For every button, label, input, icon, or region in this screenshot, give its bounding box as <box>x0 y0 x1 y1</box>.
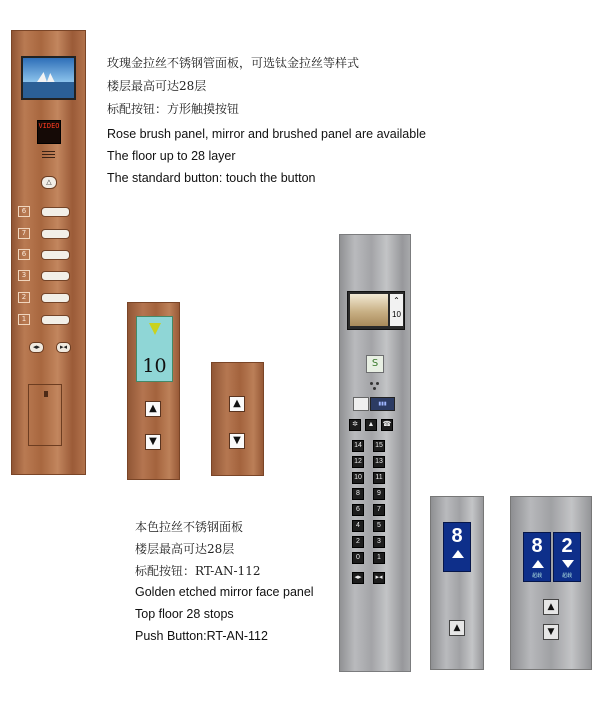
door-close-button[interactable]: ▸◂ <box>373 572 385 584</box>
top-en-line1: Rose brush panel, mirror and brushed panel are available <box>107 127 426 141</box>
floor-indicator: VIDEO <box>37 120 61 144</box>
up-call-button[interactable]: ▲ <box>229 396 245 412</box>
speaker-grille <box>42 151 55 160</box>
lcd-screen <box>347 291 405 330</box>
rose-hall-panel <box>211 362 264 476</box>
lcd-floor-number: ⌃ 10 <box>390 294 403 326</box>
floor-display <box>136 316 173 382</box>
top-cn-line1: 玫瑰金拉丝不锈钢管面板，可选钛金拉丝等样式 <box>107 56 360 70</box>
floor-button[interactable] <box>41 293 70 303</box>
keypad[interactable]: ▮▮▮ <box>370 397 395 411</box>
rose-gold-panel <box>11 30 86 475</box>
top-cn-line3: 标配按钮：方形触摸按钮 <box>107 102 240 116</box>
floor-button[interactable]: 0 <box>352 552 364 564</box>
lcd-screen <box>21 56 76 100</box>
floor-button[interactable] <box>41 250 70 260</box>
hall-floor-display-right <box>553 532 581 582</box>
floor-number-label: 6 <box>18 206 30 217</box>
floor-button[interactable] <box>41 229 70 239</box>
door-open-button[interactable]: ◂▸ <box>352 572 364 584</box>
floor-button[interactable]: 5 <box>373 520 385 532</box>
alarm-bell-icon[interactable]: ▲ <box>365 419 377 431</box>
floor-number-label: 7 <box>18 228 30 239</box>
up-call-button[interactable]: ▲ <box>449 620 465 636</box>
door-close-button[interactable]: ▸◂ <box>56 342 71 353</box>
silver-panel <box>339 234 411 672</box>
floor-number-label: 3 <box>18 270 30 281</box>
hall-floor-number: 8 <box>531 535 543 557</box>
bottom-cn-line3: 标配按钮：RT-AN-112 <box>135 564 261 578</box>
floor-button[interactable]: 6 <box>352 504 364 516</box>
floor-button[interactable] <box>41 271 70 281</box>
down-call-button[interactable]: ▼ <box>145 434 161 450</box>
up-arrow-icon <box>532 560 544 568</box>
down-call-button[interactable]: ▼ <box>229 433 245 449</box>
direction-arrow-icon <box>149 323 161 335</box>
floor-button[interactable]: 11 <box>373 472 385 484</box>
speaker-icon <box>370 382 380 392</box>
bottom-cn-line2: 楼层最高可达28层 <box>135 542 235 556</box>
phone-icon[interactable]: ☎ <box>381 419 393 431</box>
up-call-button[interactable]: ▲ <box>543 599 559 615</box>
floor-number-label: 2 <box>18 292 30 303</box>
top-en-line2: The floor up to 28 layer <box>107 149 236 163</box>
up-arrow-icon <box>452 550 464 558</box>
alarm-button[interactable]: △ <box>41 176 57 189</box>
up-arrow-icon: ⌃ <box>393 296 400 305</box>
fan-icon[interactable]: ✲ <box>349 419 361 431</box>
floor-button[interactable]: 10 <box>352 472 364 484</box>
bottom-en-line1: Golden etched mirror face panel <box>135 585 314 599</box>
floor-button[interactable] <box>41 207 70 217</box>
hall-floor-number: 8 <box>451 525 463 547</box>
floor-button[interactable]: 4 <box>352 520 364 532</box>
floor-button[interactable]: 15 <box>373 440 385 452</box>
hall-floor-display <box>443 522 471 572</box>
floor-button[interactable]: 9 <box>373 488 385 500</box>
card-reader[interactable] <box>353 397 369 411</box>
service-cabinet[interactable] <box>28 384 62 446</box>
hall-floor-display-left <box>523 532 551 582</box>
floor-button[interactable]: 2 <box>352 536 364 548</box>
floor-button[interactable]: 13 <box>373 456 385 468</box>
silver-hall-panel-single <box>430 496 484 670</box>
bottom-en-line2: Top floor 28 stops <box>135 607 234 621</box>
door-open-button[interactable]: ◂▸ <box>29 342 44 353</box>
floor-number-label: 1 <box>18 314 30 325</box>
floor-button[interactable]: 12 <box>352 456 364 468</box>
bottom-en-line3: Push Button:RT-AN-112 <box>135 629 268 643</box>
brand-logo: S <box>366 355 384 373</box>
up-call-button[interactable]: ▲ <box>145 401 161 417</box>
hall-floor-number: 2 <box>561 535 573 557</box>
floor-button[interactable]: 1 <box>373 552 385 564</box>
floor-button[interactable]: 3 <box>373 536 385 548</box>
floor-button[interactable] <box>41 315 70 325</box>
floor-display-number: 10 <box>142 355 167 377</box>
floor-number-label: 6 <box>18 249 30 260</box>
top-cn-line2: 楼层最高可达28层 <box>107 79 207 93</box>
down-call-button[interactable]: ▼ <box>543 624 559 640</box>
silver-hall-panel-dual <box>510 496 592 670</box>
floor-button[interactable]: 8 <box>352 488 364 500</box>
top-en-line3: The standard button: touch the button <box>107 171 316 185</box>
floor-button[interactable]: 14 <box>352 440 364 452</box>
overload-label: 超载 <box>561 573 572 579</box>
floor-button[interactable]: 7 <box>373 504 385 516</box>
keyhole-icon <box>44 391 48 397</box>
rose-hall-panel-display <box>127 302 180 480</box>
bottom-cn-line1: 本色拉丝不锈钢面板 <box>135 520 244 534</box>
overload-label: 超载 <box>531 573 542 579</box>
down-arrow-icon <box>562 560 574 568</box>
